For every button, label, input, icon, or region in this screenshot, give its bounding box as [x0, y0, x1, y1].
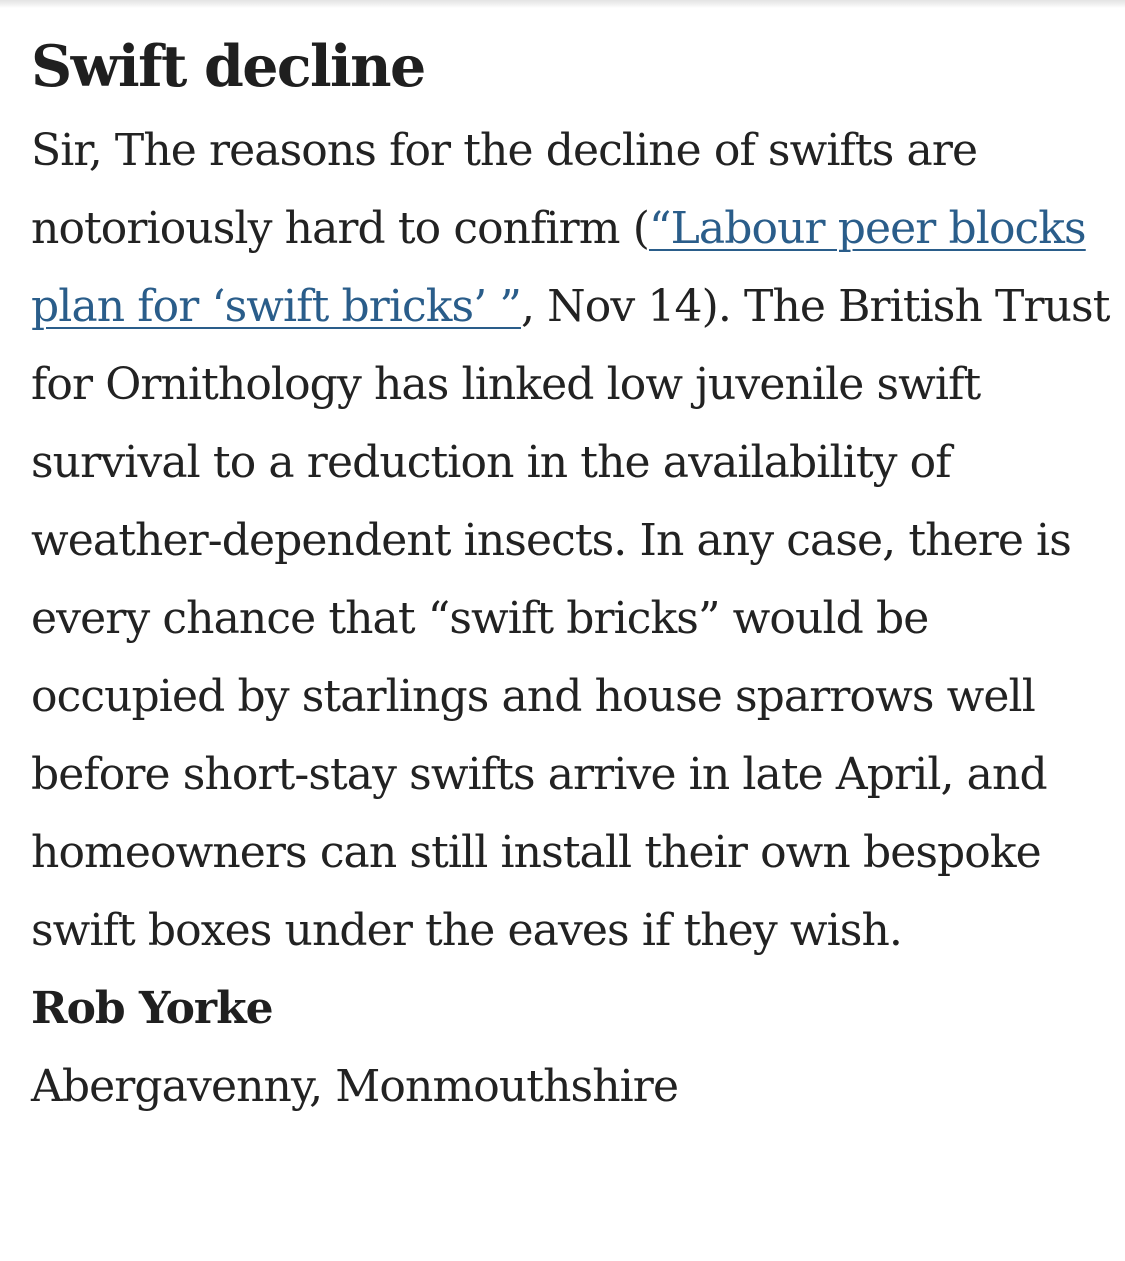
top-edge-shadow	[0, 0, 1125, 8]
letter-body	[31, 112, 1111, 970]
letter-body-intro: Sir, The reasons for the decline of swifts are notoriously hard to confirm (	[31, 125, 978, 254]
author-name: Rob Yorke	[31, 983, 273, 1034]
author-location: Abergavenny, Monmouthshire	[31, 1061, 679, 1112]
article-link[interactable]: “Labour peer blocks plan for ‘swift bricks’ ”	[31, 203, 1086, 332]
letter-headline: Swift decline	[31, 33, 425, 100]
letter-body-rest: , Nov 14). The British Trust for Ornithology has linked low juvenile swift survival to a reduction in the availability of weather-dependent insects. In any case, there is every chance that “swift bricks” would be occupied by starlings and house sparrows well before short-stay swifts arrive in late April, and homeowners can still install their own bespoke swift boxes under the eaves if they wish.	[31, 281, 1110, 956]
letter-to-editor	[31, 22, 1111, 1126]
